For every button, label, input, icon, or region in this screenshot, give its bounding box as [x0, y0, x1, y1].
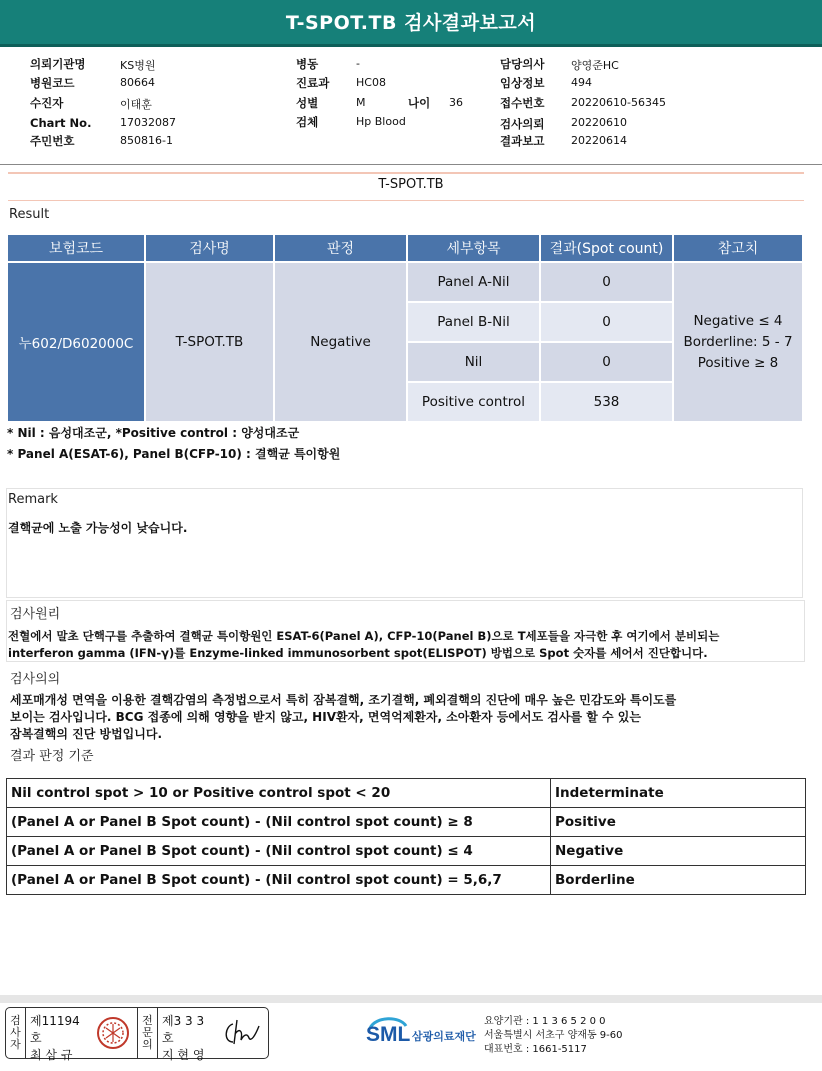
table-row — [7, 779, 806, 808]
remark-box — [6, 488, 803, 598]
resident-no-value: 850816-1 — [120, 134, 173, 147]
dept-label: 진료과 — [296, 76, 330, 90]
table-row — [8, 263, 802, 301]
col-sub-item: 세부항목 — [408, 235, 539, 261]
significance-text — [10, 692, 676, 743]
org-phone: 대표번호 : 1661-5117 — [484, 1044, 587, 1055]
dept-value: HC08 — [356, 76, 386, 89]
criteria-condition: Nil control spot > 10 or Positive control spot < 20 — [7, 779, 551, 808]
significance-line: 잠복결핵의 진단 방법입니다. — [10, 727, 163, 741]
institution-label: 의뢰기관명 — [30, 57, 86, 71]
result-table-title: T-SPOT.TB — [378, 177, 444, 192]
doctor-value: 양영준HC — [571, 59, 619, 72]
sex-label: 성별 — [296, 96, 319, 110]
criteria-result: Positive — [551, 808, 806, 837]
age-label: 나이 — [408, 96, 431, 110]
signature-block — [5, 1007, 269, 1062]
doctor-label: 담당의사 — [500, 57, 545, 71]
vert-char: 검 — [10, 1014, 21, 1027]
resident-no-label: 주민번호 — [30, 134, 75, 148]
footnote: * Nil : 음성대조군, *Positive control : 양성대조군 — [7, 426, 300, 440]
specimen-label: 검체 — [296, 115, 319, 129]
reviewer-number: 제3 3 3 호 — [162, 1014, 205, 1045]
col-reference: 참고치 — [674, 235, 802, 261]
criteria-condition: (Panel A or Panel B Spot count) - (Nil control spot count) = 5,6,7 — [7, 866, 551, 895]
ward-label: 병동 — [296, 57, 319, 71]
request-value: 20220610 — [571, 116, 627, 129]
criteria-table — [6, 778, 806, 895]
chart-no-label: Chart No. — [30, 116, 92, 130]
spot-count: 0 — [541, 303, 672, 341]
clinical-value: 494 — [571, 76, 592, 89]
reviewer-name: 지 현 영 — [162, 1048, 205, 1062]
spot-count: 538 — [541, 383, 672, 421]
spot-count: 0 — [541, 343, 672, 381]
reviewer-vertical-label — [138, 1008, 158, 1058]
remark-label: Remark — [8, 492, 58, 507]
criteria-result: Borderline — [551, 866, 806, 895]
org-name: 삼광의료재단 — [412, 1030, 476, 1043]
receipt-value: 20220610-56345 — [571, 96, 666, 109]
vert-char: 전 — [142, 1014, 153, 1027]
section-bar — [8, 200, 804, 201]
significance-line: 세포매개성 면역을 이용한 결핵감염의 측정법으로서 특히 잠복결핵, 조기결핵, 폐외결핵의 진단에 매우 높은 민감도와 특이도를 — [10, 693, 677, 707]
col-test-name: 검사명 — [146, 235, 273, 261]
criteria-result: Indeterminate — [551, 779, 806, 808]
reference-negative: Negative ≤ 4 — [693, 312, 783, 329]
request-label: 검사의뢰 — [500, 117, 545, 131]
principle-label: 검사원리 — [10, 607, 61, 622]
result-table — [6, 233, 804, 423]
reference-positive: Positive ≥ 8 — [697, 354, 779, 371]
sex-value: M — [356, 96, 366, 109]
principle-line: 전혈에서 말초 단핵구를 추출하여 결핵균 특이항원인 ESAT-6(Panel A), CFP-10(Panel B)으로 T세포들을 자극한 후 여기에서 분비되는 — [8, 629, 720, 643]
examiner-vertical-label — [6, 1008, 26, 1058]
specimen-value: Hp Blood — [356, 115, 406, 128]
signature-icon — [214, 1008, 268, 1058]
spot-count: 0 — [541, 263, 672, 301]
judgement: Negative — [275, 263, 406, 421]
criteria-label: 결과 판정 기준 — [10, 749, 94, 764]
institution-value: KS병원 — [120, 59, 156, 72]
section-bar — [8, 172, 804, 174]
care-code: 요양기관 : 1 1 3 6 5 2 0 0 — [484, 1016, 606, 1027]
vert-char: 문 — [142, 1026, 153, 1039]
examiner-info — [26, 1008, 88, 1062]
sml-logo — [366, 1014, 481, 1054]
ward-value: - — [356, 57, 360, 70]
patient-info — [0, 52, 822, 156]
col-insurance-code: 보험코드 — [8, 235, 144, 261]
principle-text — [8, 628, 719, 662]
age-value: 36 — [449, 96, 463, 109]
reference-borderline: Borderline: 5 - 7 — [683, 333, 793, 350]
test-name: T-SPOT.TB — [146, 263, 273, 421]
sub-item: Panel B-Nil — [408, 303, 539, 341]
org-address: 서울특별시 서초구 양재동 9-60 — [484, 1030, 623, 1041]
examiner-name: 최 삼 규 — [30, 1048, 73, 1062]
report-header — [0, 0, 822, 47]
org-contact — [484, 1015, 623, 1057]
chart-no-value: 17032087 — [120, 116, 176, 129]
principle-line: interferon gamma (IFN-γ)를 Enzyme-linked immunosorbent spot(ELISPOT) 방법으로 Spot 숫자를 세어서 진단합니다. — [8, 646, 708, 660]
official-seal-icon — [88, 1008, 138, 1058]
table-row — [7, 866, 806, 895]
significance-label: 검사의의 — [10, 672, 61, 687]
criteria-condition: (Panel A or Panel B Spot count) - (Nil control spot count) ≥ 8 — [7, 808, 551, 837]
reference-range — [674, 263, 802, 421]
clinical-label: 임상정보 — [500, 76, 545, 90]
criteria-result: Negative — [551, 837, 806, 866]
hospital-code-label: 병원코드 — [30, 76, 75, 90]
col-judgement: 판정 — [275, 235, 406, 261]
sml-logo-text: SML — [366, 1023, 411, 1046]
vert-char: 사 — [10, 1026, 21, 1039]
vert-char: 자 — [10, 1038, 21, 1051]
examiner-number: 제11194호 — [30, 1014, 80, 1045]
sub-item: Positive control — [408, 383, 539, 421]
divider — [0, 164, 822, 165]
col-spot-count: 결과(Spot count) — [541, 235, 672, 261]
insurance-code: 누602/D602000C — [8, 263, 144, 421]
footnote: * Panel A(ESAT-6), Panel B(CFP-10) : 결핵균 특이항원 — [7, 447, 341, 461]
recipient-value: 이태훈 — [120, 98, 152, 111]
sub-item: Panel A-Nil — [408, 263, 539, 301]
sub-item: Nil — [408, 343, 539, 381]
significance-line: 보이는 검사입니다. BCG 접종에 의해 영향을 받지 않고, HIV환자, 면역억제환자, 소아환자 등에서도 검사를 할 수 있는 — [10, 710, 641, 724]
reviewer-info — [158, 1008, 214, 1062]
report-title: T-SPOT.TB 검사결과보고서 — [285, 12, 537, 34]
report-date-label: 결과보고 — [500, 134, 545, 148]
result-label: Result — [9, 207, 50, 222]
table-row — [7, 808, 806, 837]
receipt-label: 접수번호 — [500, 96, 545, 110]
remark-text: 결핵균에 노출 가능성이 낮습니다. — [8, 521, 188, 535]
vert-char: 의 — [142, 1038, 153, 1051]
criteria-condition: (Panel A or Panel B Spot count) - (Nil control spot count) ≤ 4 — [7, 837, 551, 866]
hospital-code-value: 80664 — [120, 76, 155, 89]
recipient-label: 수진자 — [30, 96, 64, 110]
report-date-value: 20220614 — [571, 134, 627, 147]
table-row — [7, 837, 806, 866]
